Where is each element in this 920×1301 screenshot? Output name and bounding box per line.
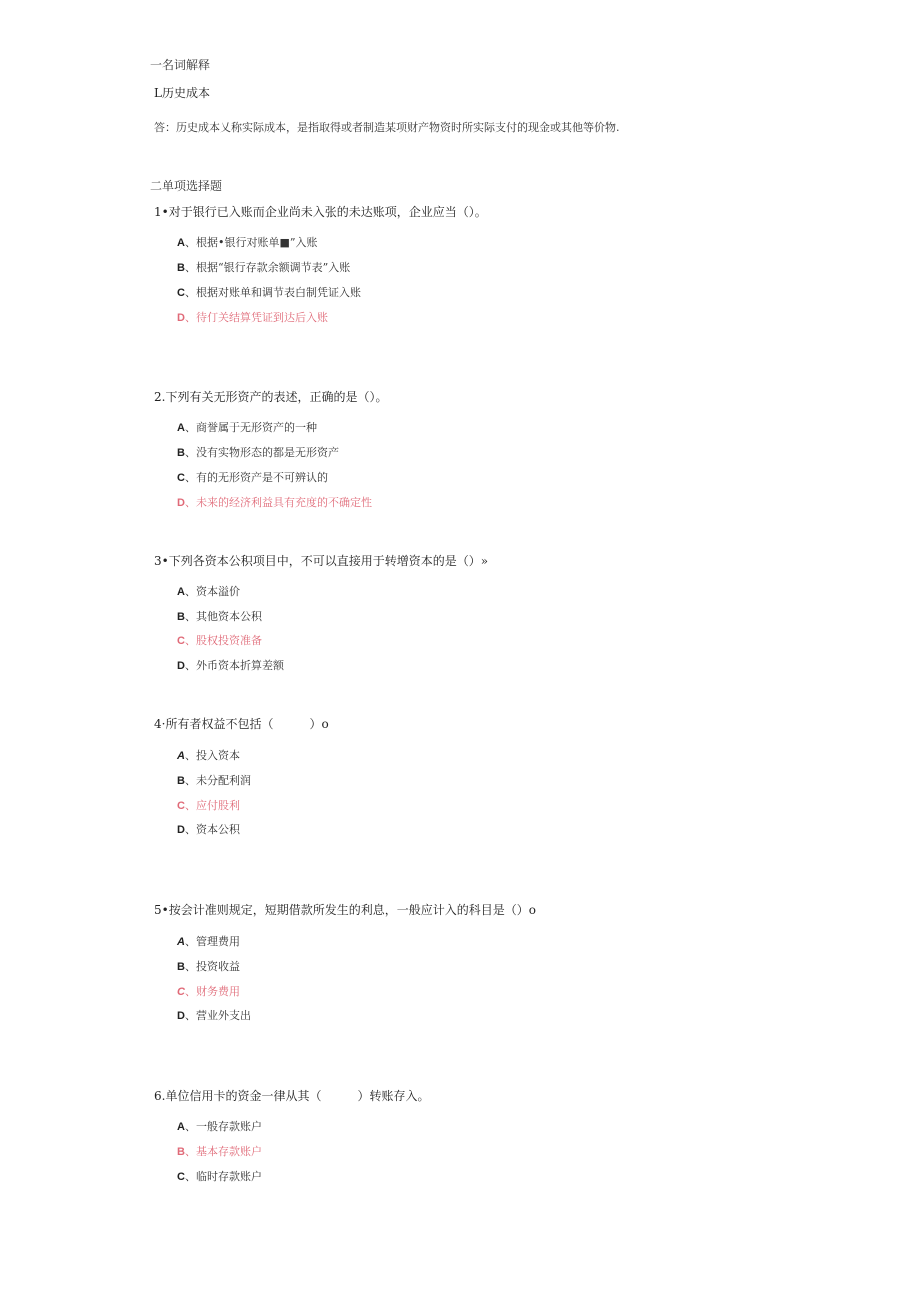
option-a: A、一般存款账户 (177, 1120, 262, 1133)
option-c: C、有的无形资产是不可辨认的 (177, 471, 328, 484)
option-d: D、外币资本折算差额 (177, 659, 284, 672)
option-c-correct: C、股权投资准备 (177, 634, 262, 647)
question-stem: 3•下列各资本公积项目中，不可以直接用于转增资本的是（）» (154, 554, 489, 568)
question-stem: 6.单位信用卡的资金一律从其（ ）转账存入。 (154, 1089, 430, 1103)
option-c: C、根据对账单和调节表白制凭证入账 (177, 286, 361, 299)
option-d: D、营业外支出 (177, 1009, 251, 1022)
option-a: A、商誉属于无形资产的一种 (177, 421, 317, 434)
option-b: B、没有实物形态的都是无形资产 (177, 446, 339, 459)
option-b: B、未分配利润 (177, 774, 251, 787)
option-d: D、资本公积 (177, 823, 240, 836)
question-stem: 2.下列有关无形资产的表述，正确的是（）。 (154, 390, 388, 404)
question-stem: 1•对于银行已入账而企业尚未入张的未达账项，企业应当（）。 (154, 205, 487, 219)
section-title-terms: 一名词解释 (150, 58, 211, 72)
option-c: C、临时存款账户 (177, 1170, 262, 1183)
term-answer: 答：历史成本乂称实际成本，是指取得或者制造某项财产物资时所实际支付的现金或其他等价物. (154, 121, 620, 134)
option-b: B、根据“银行存款余额调节表”入账 (177, 261, 351, 274)
option-a: A、管理费用 (177, 935, 240, 948)
option-c-correct: C、财务费用 (177, 985, 240, 998)
option-a: A、投入资本 (177, 749, 240, 762)
term-heading: L历史成本 (154, 86, 210, 100)
option-d-correct: D、未来的经济利益具有充度的不确定性 (177, 496, 372, 509)
option-c-correct: C、应付股利 (177, 799, 240, 812)
option-b: B、其他资本公积 (177, 610, 262, 623)
option-d-correct: D、待仃关结算凭证到达后入账 (177, 311, 328, 324)
question-stem: 4·所有者权益不包括（ ）o (154, 717, 329, 731)
question-stem: 5•按会计准则规定，短期借款所发生的利息，一般应计入的科目是（）o (154, 903, 536, 917)
option-b: B、投资收益 (177, 960, 240, 973)
option-a: A、资本溢价 (177, 585, 240, 598)
option-a: A、根据•银行对账单■”入账 (177, 236, 318, 249)
section-title-single-choice: 二单项选择题 (150, 179, 223, 193)
option-b-correct: B、基本存款账户 (177, 1145, 262, 1158)
